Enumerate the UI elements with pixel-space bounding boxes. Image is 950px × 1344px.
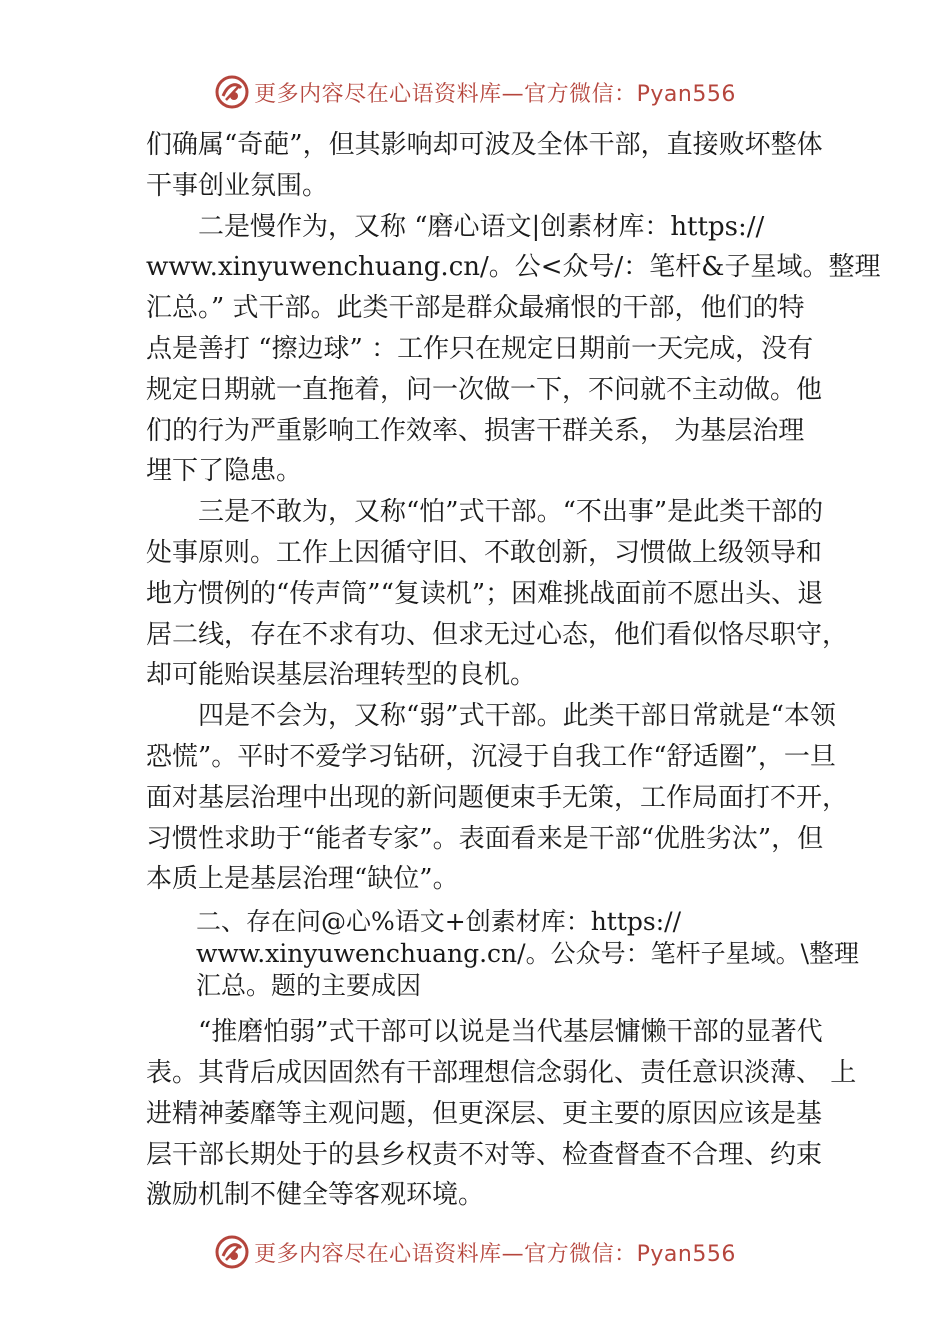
- text-line: 本质上是基层治理“缺位”。: [146, 864, 459, 895]
- heading-line: www.xinyuwenchuang.cn/。公众号：笔杆子星域。\整理: [196, 939, 860, 969]
- text-line: 进精神萎靡等主观问题，但更深层、更主要的原因应该是基: [146, 1098, 823, 1129]
- text-line: 激励机制不健全等客观环境。: [146, 1180, 485, 1211]
- brand-logo-icon: [214, 74, 250, 110]
- text-line: 面对基层治理中出现的新问题便束手无策，工作局面打不开，: [146, 782, 849, 813]
- text-line: 们确属“奇葩”，但其影响却可波及全体干部，直接败坏整体: [146, 130, 823, 160]
- paragraph-causes: [146, 1012, 857, 1216]
- document-body: [146, 125, 881, 1216]
- text-line: www.xinyuwenchuang.cn/。公<众号/：笔杆&子星域。整理: [146, 252, 881, 283]
- heading-line: 二、存在问@心%语文+创素材库：https://: [196, 907, 681, 937]
- text-line: 层干部长期处于的县乡权责不对等、检查督查不合理、约束: [146, 1139, 823, 1170]
- text-line: 四是不会为，又称“弱”式干部。此类干部日常就是“本领: [198, 701, 836, 732]
- text-line: 三是不敢为，又称“怕”式干部。“不出事”是此类干部的: [198, 497, 824, 528]
- brand-logo-icon: [214, 1234, 250, 1270]
- header-banner: [0, 72, 950, 112]
- text-line: 埋下了隐患。: [146, 456, 303, 487]
- text-line: 二是慢作为，又称 “磨心语文|创素材库：https://: [198, 211, 765, 242]
- text-line: 地方惯例的“传声筒”“复读机”；困难挑战面前不愿出头、退: [146, 578, 824, 609]
- text-line: 处事原则。工作上因循守旧、不敢创新，习惯做上级领导和: [146, 537, 823, 568]
- header-banner-text: 更多内容尽在心语资料库—官方微信：Pyan556: [254, 81, 736, 107]
- footer-banner-text: 更多内容尽在心语资料库—官方微信：Pyan556: [254, 1241, 736, 1267]
- paragraph-slow-action: [146, 207, 881, 493]
- heading-line: 汇总。题的主要成因: [196, 971, 422, 1001]
- footer-banner: [0, 1232, 950, 1272]
- text-line: 恐慌”。平时不爱学习钻研，沉浸于自我工作“舒适圈”，一旦: [146, 741, 836, 772]
- text-line: 点是善打 “擦边球” ：工作只在规定日期前一天完成，没有: [146, 333, 814, 364]
- paragraph-cannot-act: [146, 696, 849, 900]
- text-line: 们的行为严重影响工作效率、损害干群关系， 为基层治理: [146, 415, 805, 446]
- text-line: 规定日期就一直拖着，问一次做一下，不问就不主动做。他: [146, 374, 823, 405]
- text-line: 表。其背后成因固然有干部理想信念弱化、责任意识淡薄、 上: [146, 1057, 857, 1088]
- text-line: 汇总。” 式干部。此类干部是群众最痛恨的干部，他们的特: [146, 293, 805, 324]
- text-line: 却可能贻误基层治理转型的良机。: [146, 660, 537, 691]
- text-line: 习惯性求助于“能者专家”。表面看来是干部“优胜劣汰”，但: [146, 823, 824, 854]
- text-line: 干事创业氛围。: [146, 170, 329, 201]
- paragraph-dare-not-act: [146, 492, 849, 696]
- section-heading: [146, 906, 860, 1002]
- paragraph-continuation: [146, 125, 823, 207]
- text-line: 居二线，存在不求有功、但求无过心态，他们看似恪尽职守，: [146, 619, 849, 650]
- text-line: “推磨怕弱”式干部可以说是当代基层慵懒干部的显著代: [198, 1017, 823, 1048]
